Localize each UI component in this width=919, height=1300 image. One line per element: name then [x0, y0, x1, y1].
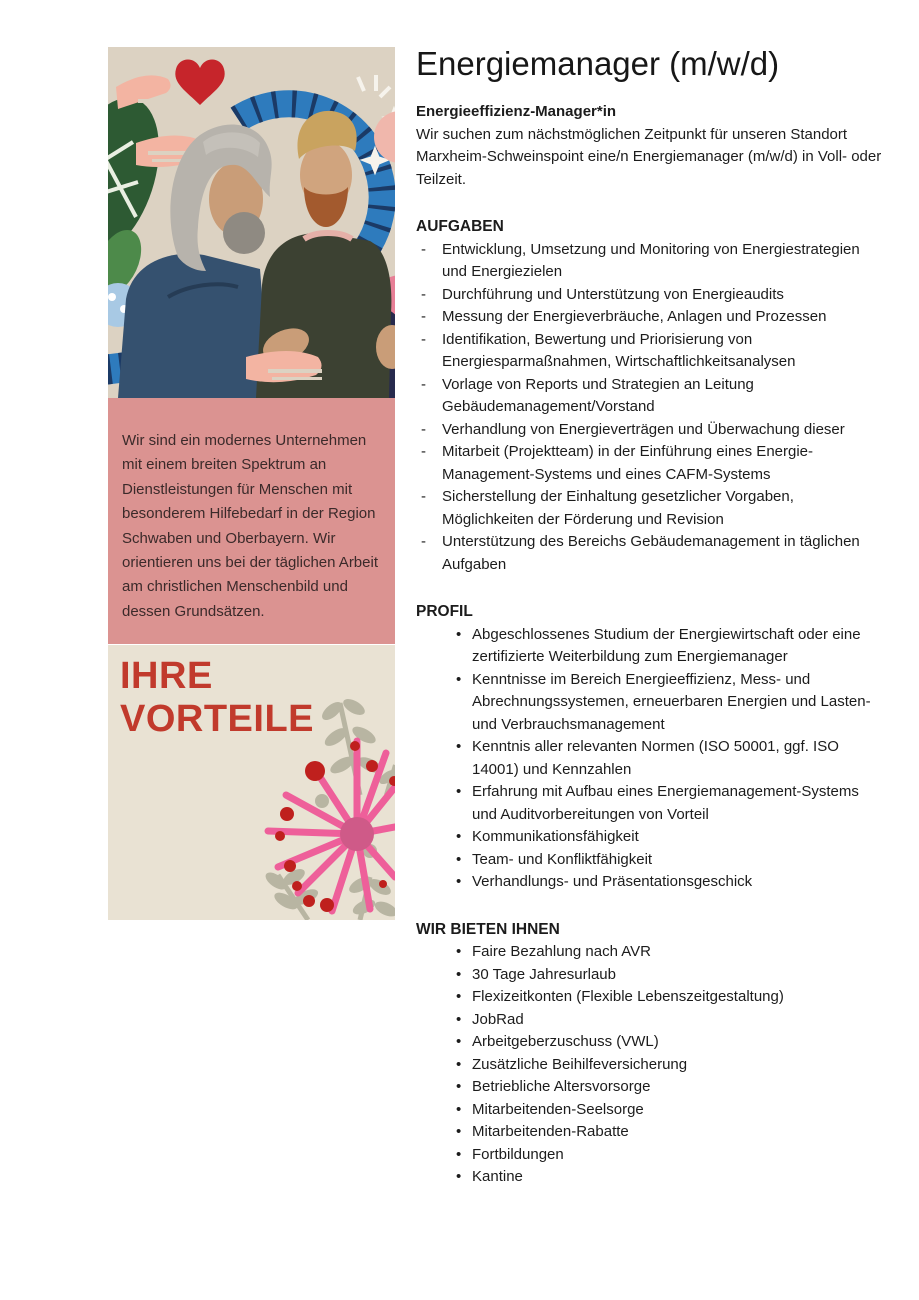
aufgaben-list — [416, 239, 886, 577]
section-heading-wir-bieten: WIR BIETEN IHNEN — [416, 920, 560, 938]
list-item: • Arbeitgeberzuschuss (VWL) — [416, 1031, 886, 1054]
list-item: - Unterstützung des Bereichs Gebäudemanagement in täglichen Aufgaben — [416, 531, 886, 576]
list-item: - Sicherstellung der Einhaltung gesetzlicher Vorgaben, Möglichkeiten der Förderung und Revision — [416, 486, 886, 531]
list-item: • Verhandlungs- und Präsentationsgeschick — [416, 871, 886, 894]
list-item: • JobRad — [416, 1009, 886, 1032]
benefits-heading-line1: IHRE — [120, 655, 213, 697]
about-company-box — [108, 398, 395, 644]
profil-list — [416, 624, 886, 894]
list-item: • Fortbildungen — [416, 1144, 886, 1167]
list-item: - Durchführung und Unterstützung von Energieaudits — [416, 284, 886, 307]
list-item: • Flexizeitkonten (Flexible Lebenszeitgestaltung) — [416, 986, 886, 1009]
benefits-heading — [120, 655, 314, 741]
section-heading-aufgaben: AUFGABEN — [416, 218, 504, 235]
intro-paragraph: Wir suchen zum nächstmöglichen Zeitpunkt für unseren Standort Marxheim-Schweinspoint eine/n Energiemanager (m/w/d) in Voll- oder Teilzeit. — [416, 125, 882, 188]
list-item: • Zusätzliche Beihilfeversicherung — [416, 1054, 886, 1077]
list-item: • Mitarbeitenden-Rabatte — [416, 1121, 886, 1144]
starburst-hub — [340, 817, 374, 851]
job-subtitle: Energieeffizienz-Manager*in — [416, 103, 617, 120]
list-item: • Kenntnisse im Bereich Energieeffizienz, Mess- und Abrechnungssystemen, erneuerbaren Energien und Lasten- und Verbrauchsmanagement — [416, 669, 886, 737]
photo-collage — [108, 47, 395, 398]
list-item: • Kantine — [416, 1166, 886, 1189]
list-item: • Betriebliche Altersvorsorge — [416, 1076, 886, 1099]
list-item: • Kommunikationsfähigkeit — [416, 826, 886, 849]
list-item: • Abgeschlossenes Studium der Energiewirtschaft oder eine zertifizierte Weiterbildung zum Energiemanager — [416, 624, 886, 669]
page-title: Energiemanager (m/w/d) — [416, 45, 780, 82]
photo-collage-illustration — [108, 47, 395, 398]
list-item: - Vorlage von Reports und Strategien an Leitung Gebäudemanagement/Vorstand — [416, 374, 886, 419]
benefits-list — [416, 941, 886, 1189]
list-item: • Kenntnis aller relevanten Normen (ISO 50001, ggf. ISO 14001) und Kennzahlen — [416, 736, 886, 781]
about-company-text: Wir sind ein modernes Unternehmen mit einem breiten Spektrum an Dienstleistungen für Menschen mit besonderem Hilfebedarf in der Region Schwaben und Oberbayern. Wir orientieren uns bei der täglichen Arbeit am christlichen Menschenbild und dessen Grundsätzen. — [122, 432, 378, 620]
list-item: - Verhandlung von Energieverträgen und Überwachung dieser — [416, 419, 886, 442]
list-item: • Team- und Konfliktfähigkeit — [416, 849, 886, 872]
hand-icon — [246, 351, 322, 382]
job-posting-content — [416, 44, 886, 1189]
list-item: • Faire Bezahlung nach AVR — [416, 941, 886, 964]
list-item: • Mitarbeitenden-Seelsorge — [416, 1099, 886, 1122]
list-item: - Messung der Energieverbräuche, Anlagen und Prozessen — [416, 306, 886, 329]
list-item: - Entwicklung, Umsetzung und Monitoring von Energiestrategien und Energiezielen — [416, 239, 886, 284]
benefits-heading-line2: VORTEILE — [120, 698, 315, 740]
list-item: • Erfahrung mit Aufbau eines Energiemanagement-Systems und Auditvorbereitungen von Vorteil — [416, 781, 886, 826]
benefits-box — [108, 645, 395, 920]
section-heading-profil: PROFIL — [416, 603, 473, 620]
list-item: • 30 Tage Jahresurlaub — [416, 964, 886, 987]
list-item: - Mitarbeit (Projektteam) in der Einführung eines Energie-Management-Systems und eines CAFM-Systems — [416, 441, 886, 486]
list-item: - Identifikation, Bewertung und Priorisierung von Energiesparmaßnahmen, Wirtschaftlichkeitsanalysen — [416, 329, 886, 374]
